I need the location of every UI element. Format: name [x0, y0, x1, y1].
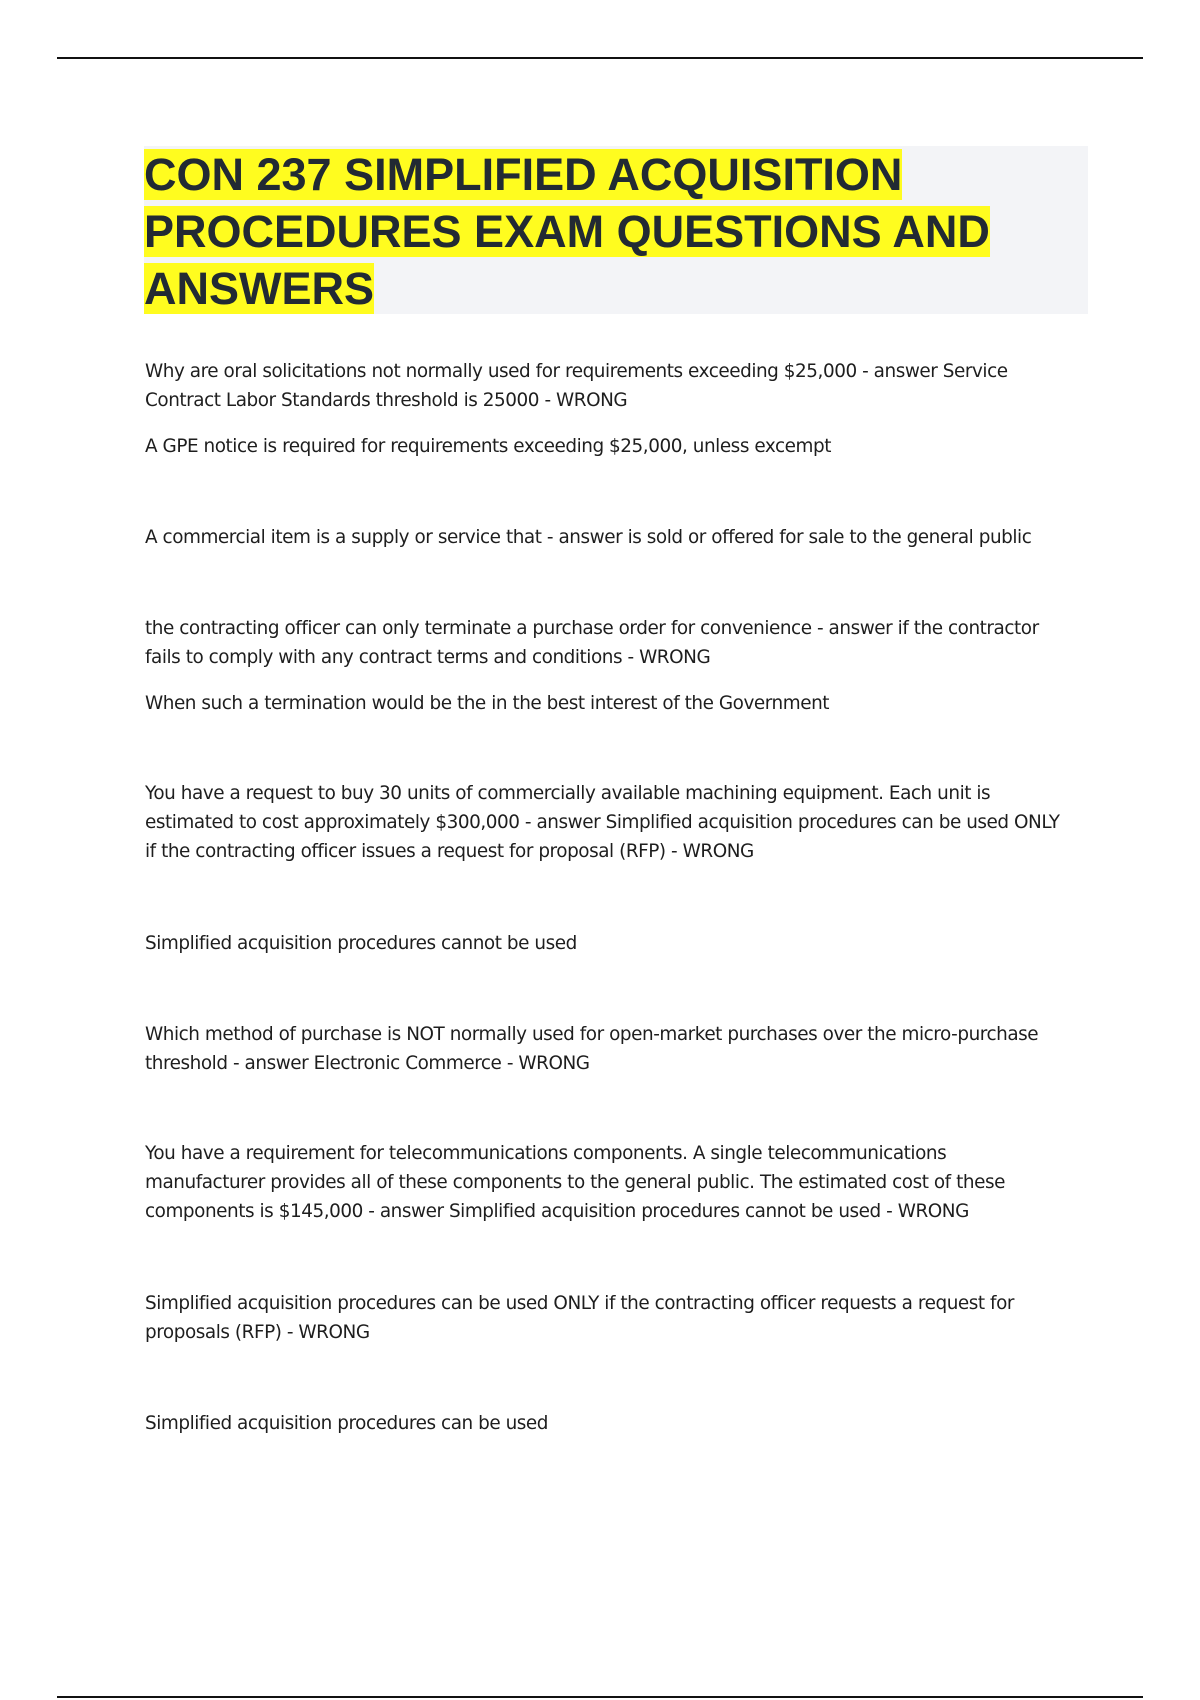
- paragraph-line: You have a requirement for telecommunications components. A single telecommunications: [145, 1143, 947, 1164]
- paragraph-line: the contracting officer can only terminate a purchase order for convenience - answer if the contractor: [145, 618, 1039, 639]
- paragraph-9: [145, 1139, 1085, 1226]
- paragraph-line: fails to comply with any contract terms and conditions - WRONG: [145, 647, 711, 668]
- title-line: CON 237 SIMPLIFIED ACQUISITION: [144, 149, 903, 200]
- paragraph-2: [145, 432, 1085, 461]
- document-title: [144, 146, 1088, 317]
- paragraph-line: threshold - answer Electronic Commerce - WRONG: [145, 1053, 590, 1074]
- paragraph-line: Why are oral solicitations not normally used for requirements exceeding $25,000 - answer Service: [145, 361, 1008, 382]
- footer-rule: [57, 1696, 1143, 1698]
- paragraph-line: components is $145,000 - answer Simplified acquisition procedures cannot be used - WRONG: [145, 1201, 969, 1222]
- paragraph-line: When such a termination would be the in the best interest of the Government: [145, 693, 830, 714]
- paragraph-line: Contract Labor Standards threshold is 25000 - WRONG: [145, 390, 628, 411]
- paragraph-6: [145, 779, 1085, 866]
- paragraph-line: Simplified acquisition procedures can be used: [145, 1413, 549, 1434]
- paragraph-3: [145, 523, 1085, 552]
- paragraph-line: manufacturer provides all of these components to the general public. The estimated cost of these: [145, 1172, 1005, 1193]
- paragraph-11: [145, 1409, 1085, 1438]
- paragraph-line: Simplified acquisition procedures can be used ONLY if the contracting officer requests a request for: [145, 1293, 1014, 1314]
- paragraph-line: You have a request to buy 30 units of commercially available machining equipment. Each unit is: [145, 783, 991, 804]
- paragraph-1: [145, 357, 1085, 415]
- paragraph-line: if the contracting officer issues a request for proposal (RFP) - WRONG: [145, 841, 754, 862]
- paragraph-7: [145, 929, 1085, 958]
- paragraph-line: Which method of purchase is NOT normally used for open-market purchases over the micro-purchase: [145, 1024, 1039, 1045]
- paragraph-line: A GPE notice is required for requirements exceeding $25,000, unless excempt: [145, 436, 831, 457]
- paragraph-10: [145, 1289, 1085, 1347]
- paragraph-8: [145, 1020, 1085, 1078]
- title-block: [144, 146, 1088, 314]
- title-line: PROCEDURES EXAM QUESTIONS AND: [144, 206, 990, 257]
- paragraph-line: Simplified acquisition procedures cannot be used: [145, 933, 577, 954]
- title-line: ANSWERS: [144, 263, 375, 314]
- paragraph-line: estimated to cost approximately $300,000 - answer Simplified acquisition procedures can be used ONLY: [145, 812, 1060, 833]
- paragraph-line: A commercial item is a supply or service that - answer is sold or offered for sale to the general public: [145, 527, 1032, 548]
- paragraph-5: [145, 689, 1085, 718]
- header-rule: [57, 57, 1143, 59]
- paragraph-line: proposals (RFP) - WRONG: [145, 1322, 370, 1343]
- paragraph-4: [145, 614, 1085, 672]
